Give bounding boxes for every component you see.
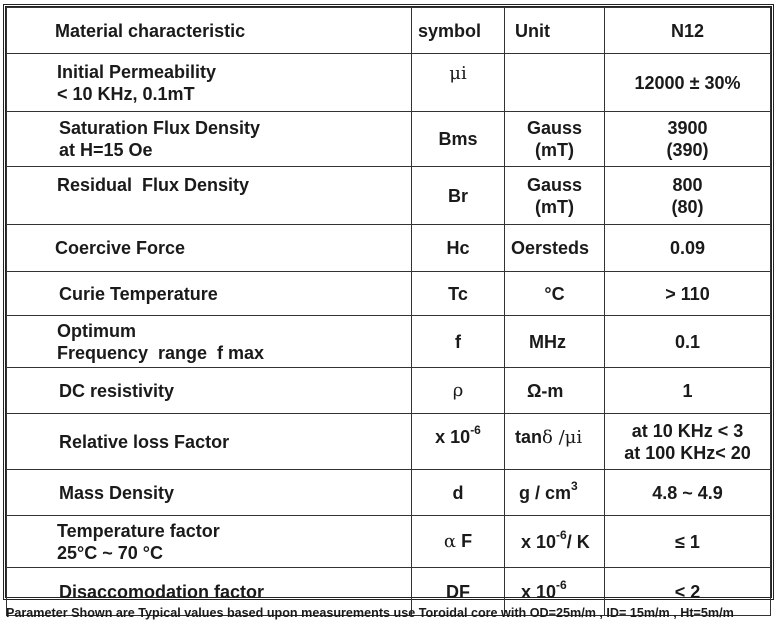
unit-cell xyxy=(505,414,605,470)
characteristic-cell xyxy=(7,54,412,112)
value-line-1: 800 xyxy=(672,174,703,195)
value-line-1: at 10 KHz < 3 xyxy=(631,420,744,441)
value-line-2: (80) xyxy=(671,196,704,217)
unit-delta: δ xyxy=(542,427,553,448)
characteristic-label: Residual Flux Density xyxy=(57,175,250,195)
value-cell: 0.09 xyxy=(605,225,771,272)
characteristic-label: Curie Temperature xyxy=(7,272,412,316)
value-cell: < 2 xyxy=(605,568,771,616)
unit-line-2: (mT) xyxy=(535,196,574,217)
unit-cell: Ω-m xyxy=(505,368,605,414)
header-characteristic: Material characteristic xyxy=(7,8,412,54)
unit-line-2: (mT) xyxy=(535,140,574,160)
table-row xyxy=(7,516,771,568)
value-cell: > 110 xyxy=(605,272,771,316)
table-row xyxy=(7,225,771,272)
table-row xyxy=(7,368,771,414)
table-row xyxy=(7,414,771,470)
characteristic-label: Mass Density xyxy=(7,470,412,516)
table-header-row xyxy=(7,8,771,54)
unit-cell xyxy=(505,516,605,568)
unit-text: °C xyxy=(544,283,565,304)
value-cell xyxy=(605,167,771,225)
characteristic-cell xyxy=(7,167,412,225)
value-cell: ≤ 1 xyxy=(605,516,771,568)
symbol-cell: DF xyxy=(412,568,505,616)
characteristic-label: Disaccomodation factor xyxy=(7,568,412,616)
table-row xyxy=(7,54,771,112)
unit-cell xyxy=(505,470,605,516)
unit-line-1: Gauss xyxy=(526,174,583,195)
characteristic-label: Optimum xyxy=(57,320,136,341)
value-line-2: (390) xyxy=(666,140,709,160)
value-cell: 1 xyxy=(605,368,771,414)
value-line-1: 3900 xyxy=(667,118,708,138)
symbol-cell: Br xyxy=(412,167,505,225)
table-row xyxy=(7,316,771,368)
symbol-cell: Tc xyxy=(412,272,505,316)
characteristic-cell xyxy=(7,316,412,368)
table-row xyxy=(7,272,771,316)
value-cell: 12000 ± 30% xyxy=(605,54,771,112)
table-row xyxy=(7,470,771,516)
characteristic-label: Temperature factor xyxy=(57,520,220,541)
symbol-cell xyxy=(412,414,505,470)
characteristic-condition: at H=15 Oe xyxy=(59,140,153,160)
header-symbol: symbol xyxy=(412,8,505,54)
characteristic-cell xyxy=(7,516,412,568)
value-cell xyxy=(605,414,771,470)
symbol-cell: Bms xyxy=(412,112,505,167)
spec-table-frame xyxy=(3,4,774,600)
unit-exponent: -6 xyxy=(556,527,567,542)
material-spec-table xyxy=(6,7,771,616)
value-line-2: at 100 KHz< 20 xyxy=(624,442,751,463)
unit-cell xyxy=(505,54,605,112)
symbol-text: ρ xyxy=(452,380,464,401)
unit-mu-i: /μi xyxy=(552,427,583,448)
unit-line-1: Gauss xyxy=(526,118,583,138)
value-cell: 0.1 xyxy=(605,316,771,368)
symbol-cell xyxy=(412,54,505,112)
characteristic-condition: Frequency range f max xyxy=(57,342,265,363)
header-grade: N12 xyxy=(605,8,771,54)
symbol-cell xyxy=(412,368,505,414)
characteristic-condition: < 10 KHz, 0.1mT xyxy=(57,83,195,104)
symbol-cell: Hc xyxy=(412,225,505,272)
unit-exponent: 3 xyxy=(571,478,578,493)
symbol-text: μi xyxy=(449,63,467,84)
value-cell: 4.8 ~ 4.9 xyxy=(605,470,771,516)
table-row xyxy=(7,167,771,225)
characteristic-cell xyxy=(7,112,412,167)
header-unit: Unit xyxy=(505,8,605,54)
characteristic-label: Coercive Force xyxy=(7,225,412,272)
unit-cell: Oersteds xyxy=(505,225,605,272)
symbol-cell: f xyxy=(412,316,505,368)
unit-cell xyxy=(505,112,605,167)
characteristic-condition: 25°C ~ 70 °C xyxy=(57,542,163,563)
unit-cell xyxy=(505,167,605,225)
symbol-cell: d xyxy=(412,470,505,516)
unit-base: x 10 xyxy=(521,531,557,552)
footnote: Parameter Shown are Typical values based upon measurements use Toroidal core with OD=25m/m , ID= 15m/m , Ht=5m/m xyxy=(6,606,734,620)
characteristic-label: DC resistivity xyxy=(7,368,412,414)
symbol-base: x 10 xyxy=(435,427,471,447)
unit-post: / K xyxy=(566,531,590,552)
value-cell xyxy=(605,112,771,167)
symbol-alpha: α xyxy=(443,531,457,552)
characteristic-label: Initial Permeability xyxy=(57,61,217,82)
unit-base: x 10 xyxy=(521,581,557,602)
symbol-rest: F xyxy=(456,531,473,551)
unit-cell: MHz xyxy=(505,316,605,368)
symbol-exponent: -6 xyxy=(470,423,481,437)
unit-exponent: -6 xyxy=(556,577,567,592)
table-row xyxy=(7,112,771,167)
unit-base: g / cm xyxy=(519,482,572,503)
characteristic-label: Saturation Flux Density xyxy=(59,118,261,138)
characteristic-label: Relative loss Factor xyxy=(7,414,412,470)
symbol-cell xyxy=(412,516,505,568)
unit-cell xyxy=(505,272,605,316)
unit-tan: tan xyxy=(515,427,542,447)
